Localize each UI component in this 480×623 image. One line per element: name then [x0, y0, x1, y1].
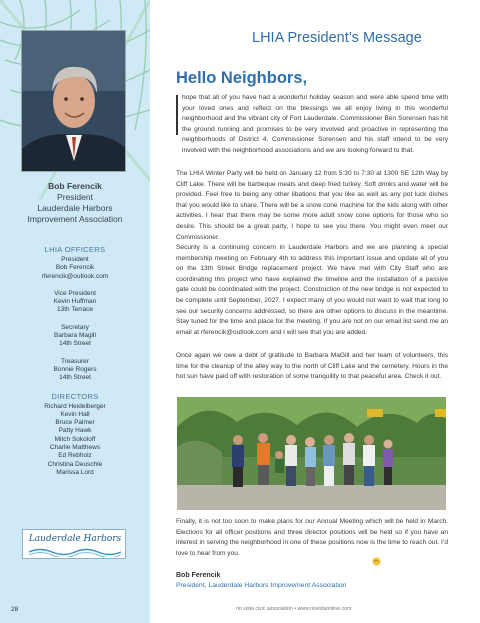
director-name: Ed Rebholz: [58, 452, 92, 460]
volunteers-photo: [177, 397, 446, 510]
signature-name: Bob Ferencik: [176, 572, 221, 579]
officer-role: Treasurer: [61, 357, 89, 365]
officer-name: Kevin Huffman: [53, 298, 97, 306]
director-name: Patty Hawk: [58, 427, 92, 435]
director-name: Kevin Hall: [60, 410, 90, 418]
handshake-emoji-icon: [372, 557, 381, 566]
footer-text: rio vista civic association • www.riovistaonline.com: [236, 606, 352, 612]
officer-street: 14th Street: [59, 374, 91, 382]
officer-street: 13th Terrace: [56, 306, 93, 314]
paragraph: Security is a continuing concern in Lauderdale Harbors and we are planning a special membership meeting on February 4th to address this important issue and update all of you on the 13th Street Bridge replacement project. We have met with City Staff who are coordinating this project who have explained the timeline and the installation of a passive gate could be coordinated with the project. Construction of the new bridge is not expected to be complete until September, 2027. I expect many of you would not want to wait that long to see our security concerns addressed, so there are other options to discuss in the meantime. Stay tuned for the time and place for the meeting. If you are not on our email list send me an email at rferencik@outlook.com and I will see that you are added.: [176, 244, 448, 336]
sidebar: [0, 0, 150, 623]
director-name: Christina Deuschle: [47, 460, 103, 468]
signature-role: President, Lauderdale Harbors Improvement Association: [176, 582, 347, 589]
officer-email-link[interactable]: rferencik@outlook.com: [41, 272, 109, 280]
drop-cap-i: [176, 95, 178, 135]
officer-role: President: [61, 256, 89, 263]
page-title: LHIA President’s Message: [252, 30, 422, 46]
officer-name: Bob Ferencik: [55, 264, 95, 272]
paragraph: Finally, it is not too soon to make plans for our Annual Meeting which will be held in March. Elections for all officer positions and three director positions will be held so if you have an interest in serving the neighborhood in one of these positions now is the time to reach out. I’d love to hear from you.: [176, 518, 448, 557]
sidebar-title-line: President: [57, 192, 93, 202]
director-name: Bruce Palmer: [55, 419, 95, 427]
officers-list: [0, 243, 150, 477]
sidebar-title-line: Lauderdale Harbors: [37, 203, 113, 213]
greeting-heading: Hello Neighbors,: [176, 69, 308, 87]
logo-text: Lauderdale Harbors: [28, 534, 122, 544]
officers-heading: LHIA OFFICERS: [44, 245, 106, 254]
page-number: 28: [11, 606, 19, 613]
officer-role: Vice President: [54, 289, 96, 297]
director-name: Richard Heidelberger: [44, 402, 106, 410]
directors-heading: DIRECTORS: [51, 391, 99, 401]
lauderdale-harbors-logo: [22, 529, 126, 559]
sidebar-name: Bob Ferencik: [48, 181, 102, 191]
director-name: Marissa Lord: [56, 468, 94, 476]
officer-name: Barbara Magill: [54, 332, 96, 340]
officer-name: Bonnie Rogers: [53, 365, 97, 373]
paragraph: Once again we owe a debt of gratitude to Barbara MaGill and her team of volunteers, this time for the cleanup of the alley way to the north of Cliff Lake and the cemetery. Hours in the hot sun have paid off with restoration of some tranquility to that peaceful area. Check it out.: [176, 352, 448, 381]
wave-icon: [29, 547, 121, 557]
president-portrait: [21, 30, 126, 172]
director-name: Mitch Sokoloff: [54, 435, 96, 443]
sidebar-title-line: Improvement Association: [27, 214, 123, 224]
officer-street: 14th Street: [59, 340, 91, 348]
paragraph: The LHIA Winter Party will be held on January 12 from 5:30 to 7:30 at 1300 SE 12th Way by Cliff Lake. There will be barbeque meats and deep fried turkey. Soft drinks and water will be provided. Feel free to being any other libations that you like as well as any pot luck dishes that you would like to share. There will be a snow cone machine for the kids along with other activities. I hear that there may be some more adult snow cone options for those who so desire. This should be a great party, I hope to see you there. You might even meet our Commissioner.: [176, 170, 448, 241]
paragraph: hope that all of you have had a wonderful holiday season and were able spend time with your loved ones and reflect on the blessings we all enjoy living in this wonderful neighborhood and the vibrant city of Fort Lauderdale. Commissioner Ben Sorensen has hit the ground running and promises to be very involved and proactive in representing the neighborhoods of District 4. Commissioner Sorensen and his staff intend to be very involved with the neighborhood associations and we are looking forward to that.: [182, 94, 448, 154]
officer-role: Secretary: [61, 323, 89, 331]
director-name: Charlie Matthews: [49, 444, 101, 452]
